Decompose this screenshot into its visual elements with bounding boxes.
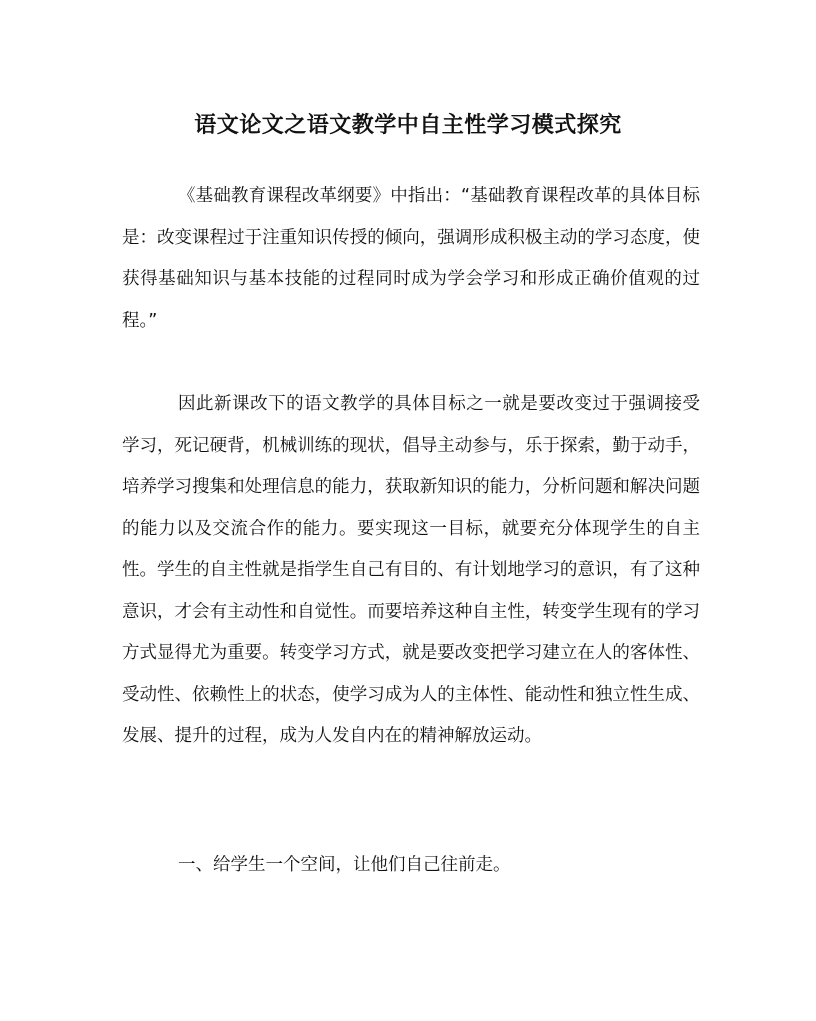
paragraph-new-curriculum-goals: 因此新课改下的语文教学的具体目标之一就是要改变过于强调接受学习，死记硬背，机械训练的现状，倡导主动参与，乐于探索，勤于动手，培养学习搜集和处理信息的能力，获取新知识的能力，分析问题和解决问题的能力以及交流合作的能力。要实现这一目标，就要充分体现学生的自主性。学生的自主性就是指学生自己有目的、有计划地学习的意识，有了这种意识，才会有主动性和自觉性。而要培养这种自主性，转变学生现有的学习方式显得尤为重要。转变学习方式，就是要改变把学习建立在人的客体性、受动性、依赖性上的状态，使学习成为人的主体性、能动性和独立性生成、发展、提升的过程，成为人发自内在的精神解放运动。 (122, 394, 700, 746)
section-heading-one: 一、给学生一个空间，让他们自己往前走。 (178, 855, 511, 875)
paragraph-curriculum-quote: 《基础教育课程改革纲要》中指出：“基础教育课程改革的具体目标是：改变课程过于注重知识传授的倾向，强调形成积极主动的学习态度，使获得基础知识与基本技能的过程同时成为学会学习和形成正确价值观的过程。” (122, 186, 700, 331)
document-title: 语文论文之语文教学中自主性学习模式探究 (194, 112, 622, 138)
